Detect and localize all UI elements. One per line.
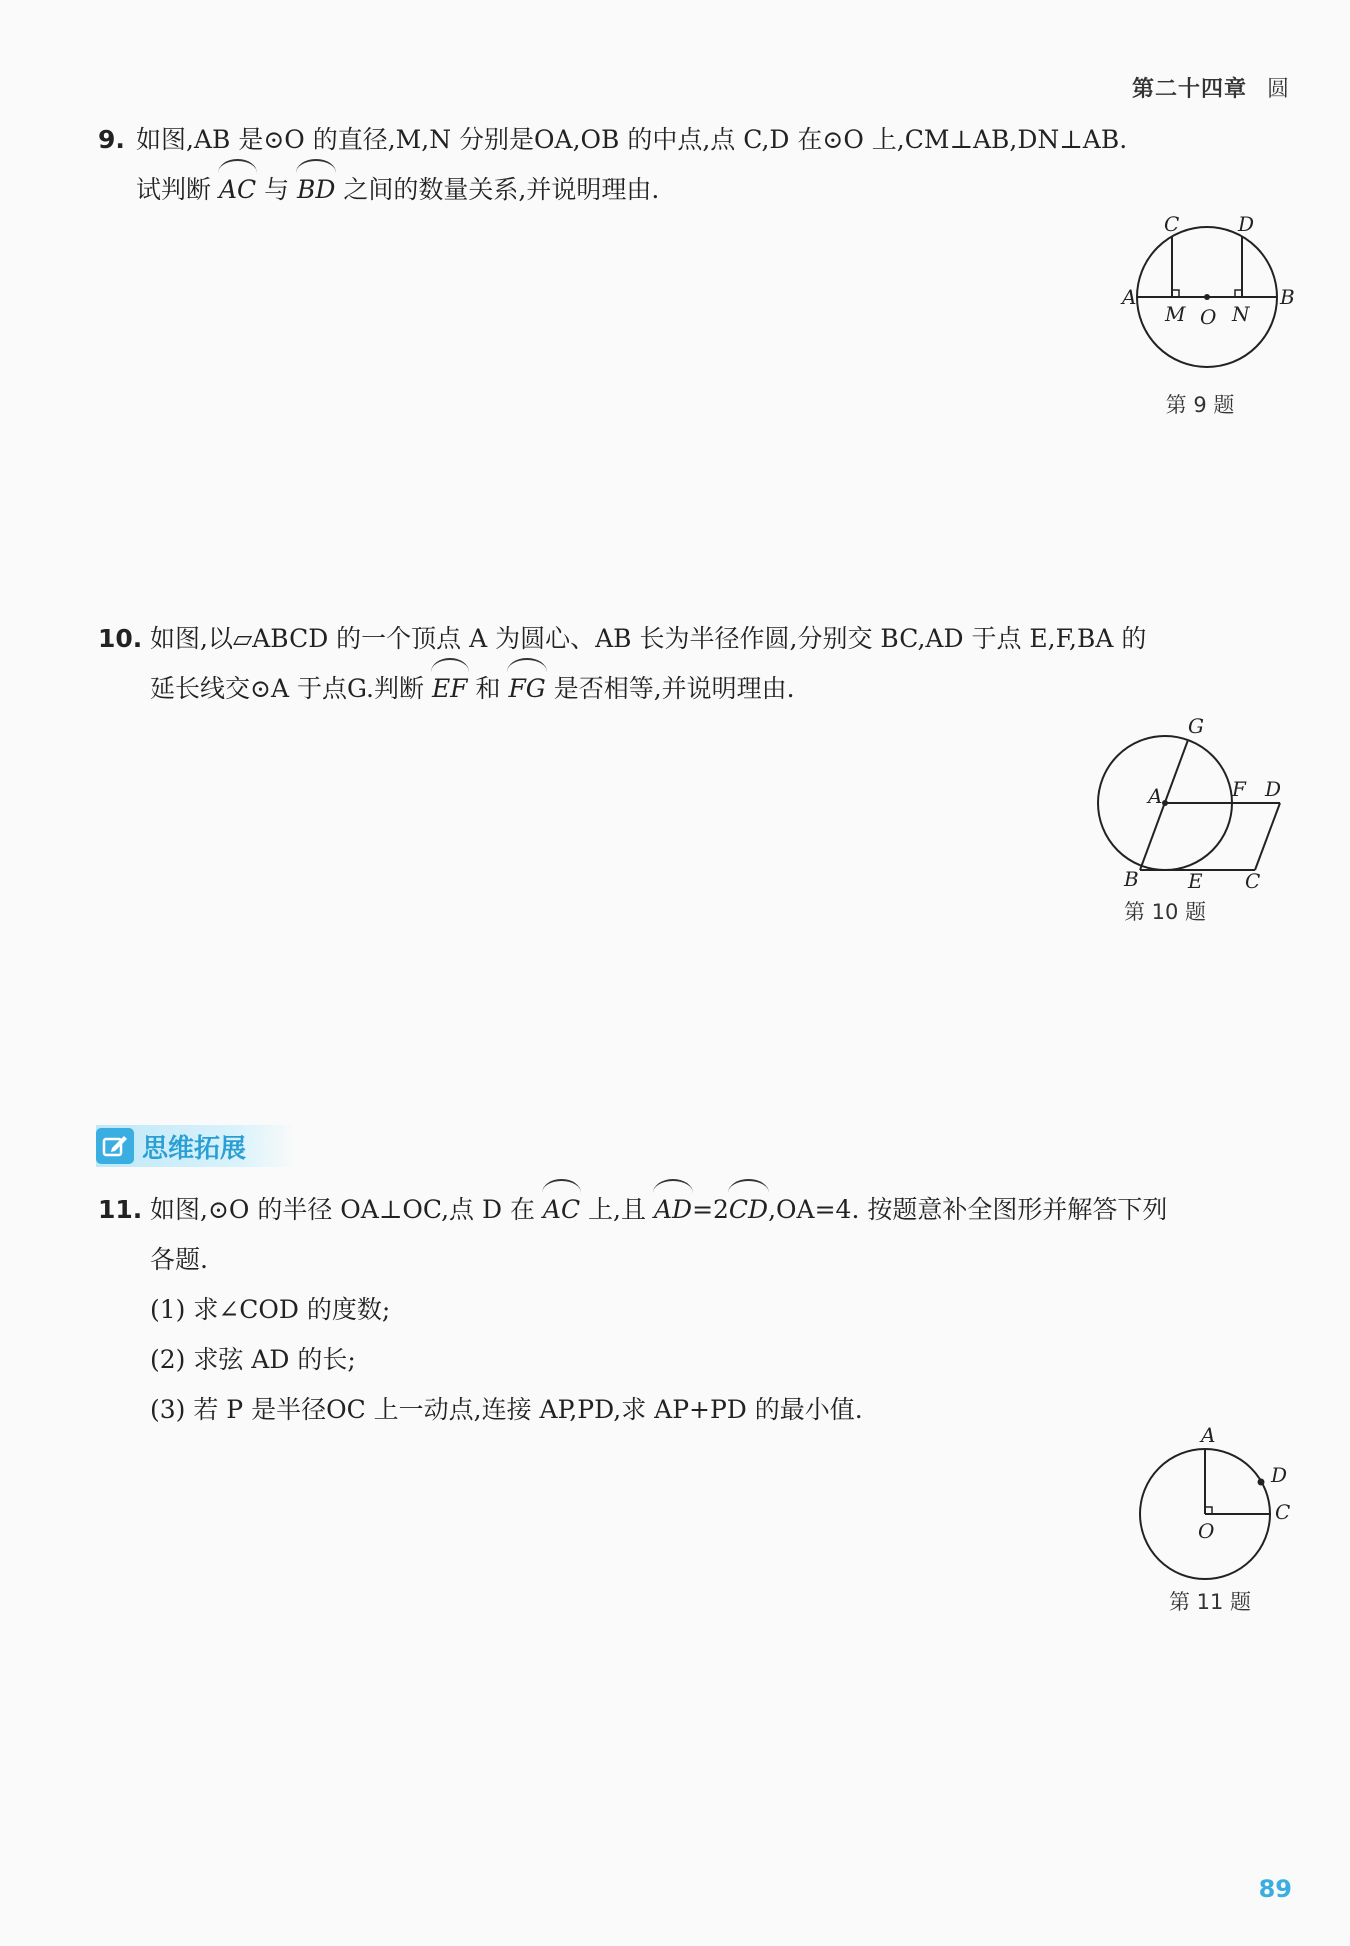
text-fragment: 是否相等,并说明理由. [545,674,795,703]
text-fragment: 和 [467,674,509,703]
arc-ac: AC [219,165,256,215]
figure-10-diagram [1090,712,1300,892]
arc-cd: CD [729,1185,768,1235]
right-angle-m [1172,290,1179,297]
arc-ac: AC [543,1185,580,1235]
figure-10-caption: 第 10 题 [1123,900,1207,924]
figure-11 [1125,1422,1305,1622]
arc-bd: BD [297,165,335,215]
arc-fg: FG [508,664,545,714]
problem-10-number: 10. [98,624,143,653]
problem-11-part1: (1) 求∠COD 的度数; [150,1295,391,1324]
label-o: O [1198,1519,1215,1543]
problem-11-line2: 各题. [150,1245,208,1274]
label-c: C [1164,215,1180,236]
problem-9-line2 [98,165,1290,215]
label-d: D [1271,1463,1288,1487]
page-number: 89 [1258,1875,1292,1903]
problem-10-text: 如图,以▱ABCD 的一个顶点 A 为圆心、AB 长为半径作圆,分别交 BC,AD 于点 E,F,BA 的 [150,624,1147,653]
problem-11-line1 [98,1185,1290,1235]
label-c: C [1275,1500,1291,1524]
problem-9-number: 9. [98,125,125,154]
arc-ad: AD [654,1185,692,1235]
problem-10-line2 [98,664,1290,714]
label-a: A [1122,285,1137,309]
figure-10 [1090,712,1300,932]
text-fragment: 之间的数量关系,并说明理由. [335,175,660,204]
point-d [1258,1479,1265,1486]
text-fragment: 延长线交⊙A 于点G.判断 [150,674,432,703]
section-title: 思维拓展 [142,1133,247,1164]
figure-9-caption: 第 9 题 [1165,393,1235,417]
label-m: M [1165,302,1186,326]
label-a: A [1148,784,1163,808]
problem-11 [98,1185,1290,1435]
problem-9-text: 如图,AB 是⊙O 的直径,M,N 分别是OA,OB 的中点,点 C,D 在⊙O 上,CM⊥AB,DN⊥AB. [136,125,1128,154]
label-n: N [1232,302,1250,326]
label-d: D [1238,215,1255,236]
problem-11-part3: (3) 若 P 是半径OC 上一动点,连接 AP,PD,求 AP+PD 的最小值. [150,1395,863,1424]
center-a [1162,800,1168,806]
problem-9-line1 [98,115,1290,165]
problem-11-part2: (2) 求弦 AD 的长; [150,1345,356,1374]
text-fragment: 上,且 [580,1195,654,1224]
figure-11-diagram [1125,1422,1305,1582]
figure-9 [1110,215,1310,415]
text-fragment: ,OA=4. 按题意补全图形并解答下列 [768,1195,1168,1224]
pencil-icon [96,1128,134,1164]
label-a: A [1201,1423,1216,1447]
label-o: O [1200,305,1217,329]
text-fragment: 试判断 [136,175,219,204]
arc-ef: EF [432,664,468,714]
chapter-topic: 圆 [1266,77,1290,102]
side-dc [1255,803,1280,870]
label-f: F [1232,777,1246,801]
center-o [1204,294,1210,300]
problem-11-number: 11. [98,1195,143,1224]
label-d: D [1265,777,1282,801]
label-g: G [1188,714,1204,738]
chapter-header [1132,72,1290,103]
problem-10-line1 [98,614,1290,664]
label-b: B [1124,867,1139,891]
text-fragment: 如图,⊙O 的半径 OA⊥OC,点 D 在 [150,1195,543,1224]
figure-11-caption: 第 11 题 [1168,1590,1252,1614]
section-header [96,1125,296,1167]
label-e: E [1188,869,1203,892]
problem-10 [98,614,1290,714]
label-c: C [1245,869,1261,892]
right-angle-o [1205,1507,1212,1514]
figure-9-diagram [1110,215,1310,385]
chapter-title: 第二十四章 [1131,77,1247,102]
text-fragment: =2 [692,1195,729,1224]
right-angle-n [1235,290,1242,297]
problem-9 [98,115,1290,215]
label-b: B [1280,285,1295,309]
text-fragment: 与 [256,175,298,204]
